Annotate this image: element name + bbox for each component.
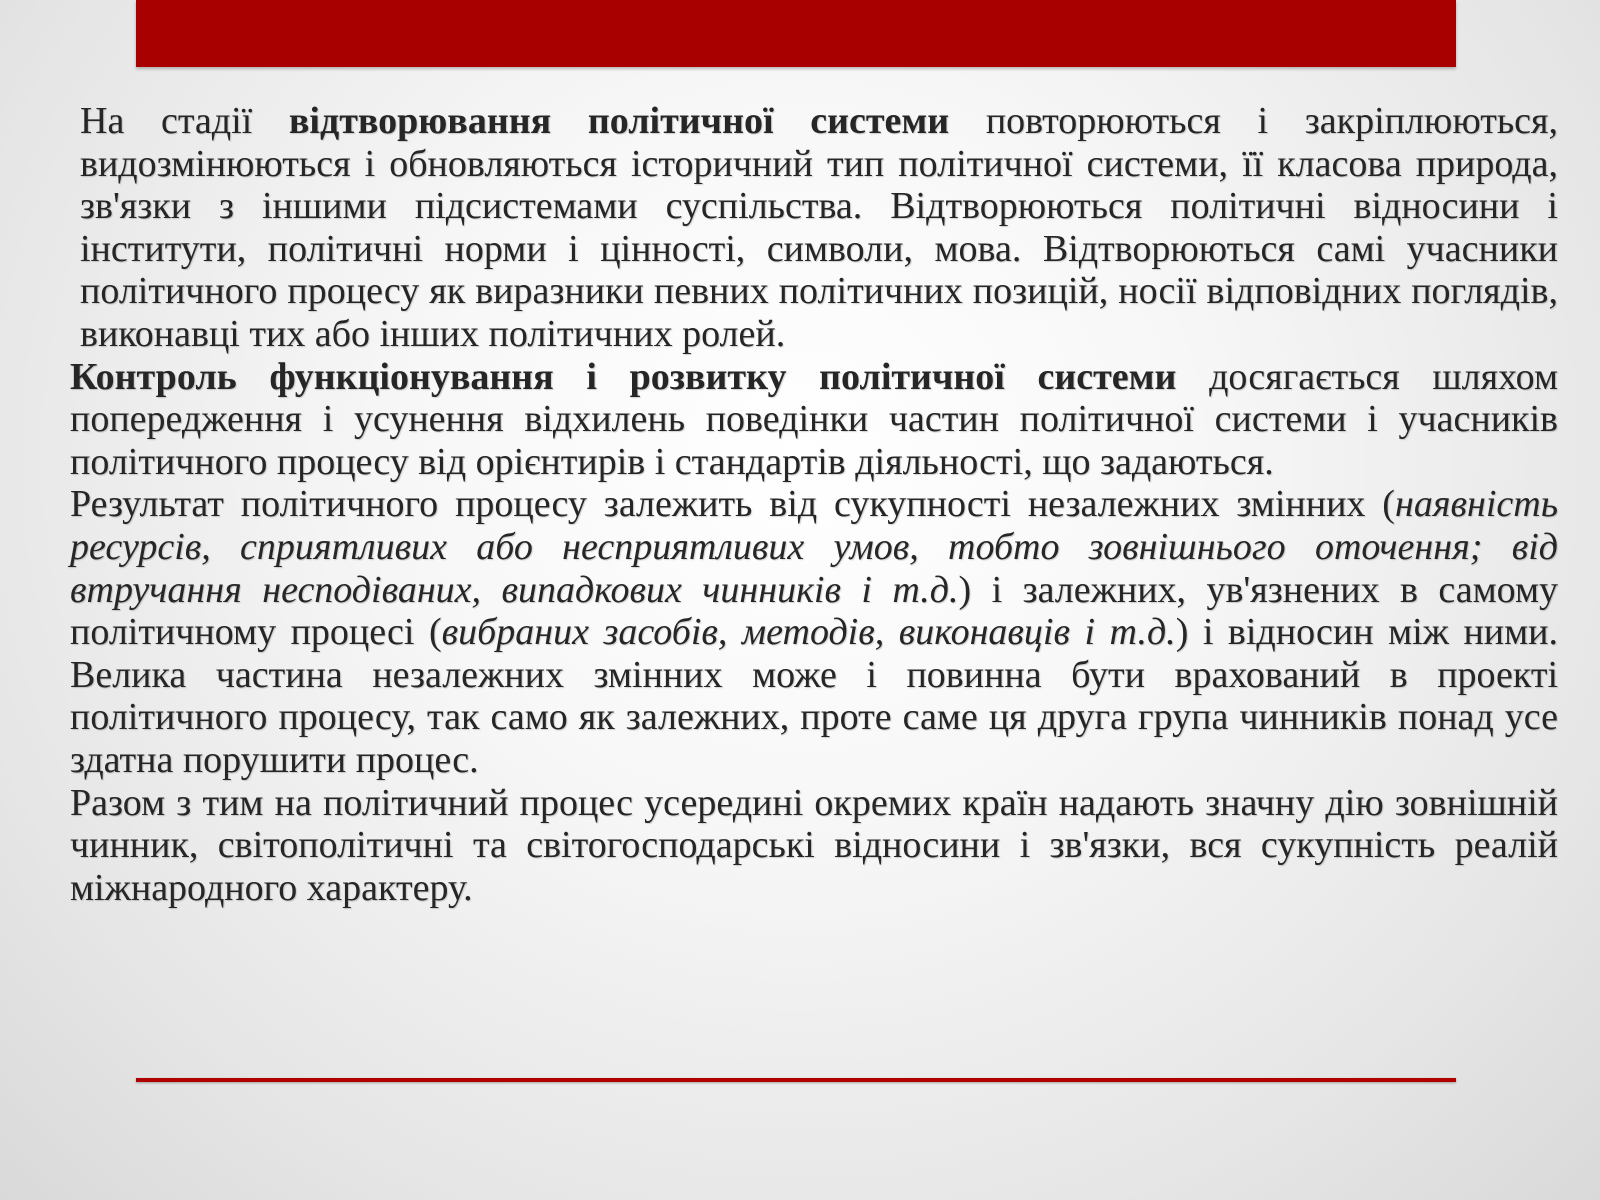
paragraph-text: ) і залежних, ув'язнених в самому політичному процесі ( xyxy=(70,568,1558,654)
paragraph-text: ) і відносин між ними. Велика частина незалежних змінних може і повинна бути врахований в проекті політичного процесу, так само як залежних, проте саме ця друга група чинників понад усе здатна порушити процес. xyxy=(70,611,1559,781)
paragraph-text: Результат політичного процесу залежить від сукупності незалежних змінних ( xyxy=(70,483,1395,526)
paragraph-text: досягається шляхом попередження і усунення відхилень поведінки частин політичної системи і учасників політичного процесу від орієнтирів і стандартів діяльності, що задаються. xyxy=(70,355,1559,483)
footer-rule xyxy=(136,1078,1456,1082)
paragraph-reproduction xyxy=(48,100,1558,356)
slide-body xyxy=(48,100,1558,909)
paragraph-text: На стадії xyxy=(80,100,289,142)
term-control: Контроль функціонування і розвитку політичної системи xyxy=(70,355,1177,398)
header-bar xyxy=(136,0,1456,67)
paragraph-result xyxy=(48,483,1558,781)
italic-dependent-variables: вибраних засобів, методів, виконавців і т.д. xyxy=(441,611,1176,654)
italic-independent-variables: наявність ресурсів, сприятливих або несприятливих умов, тобто зовнішнього оточення; від втручання несподіваних, випадкових чинників і т.д. xyxy=(70,483,1558,611)
paragraph-text: повторюються і закріплюються, видозмінюються і обновляються історичний тип політичної системи, її класова природа, зв'язки з іншими підсистемами суспільства. Відтворюються політичні відносини і інститути, політичні норми і цінності, символи, мова. Відтворюються самі учасники політичного процесу як виразники певних політичних позицій, носії відповідних поглядів, виконавці тих або інших політичних ролей. xyxy=(80,100,1558,355)
paragraph-control xyxy=(48,356,1558,484)
paragraph-text: Разом з тим на політичний процес усередині окремих країн надають значну дію зовнішній чинник, світополітичні та світогосподарські відносини і зв'язки, вся сукупність реалій міжнародного характеру. xyxy=(70,781,1558,909)
term-reproduction: відтворювання політичної системи xyxy=(288,100,950,142)
paragraph-external-factor xyxy=(48,782,1558,910)
